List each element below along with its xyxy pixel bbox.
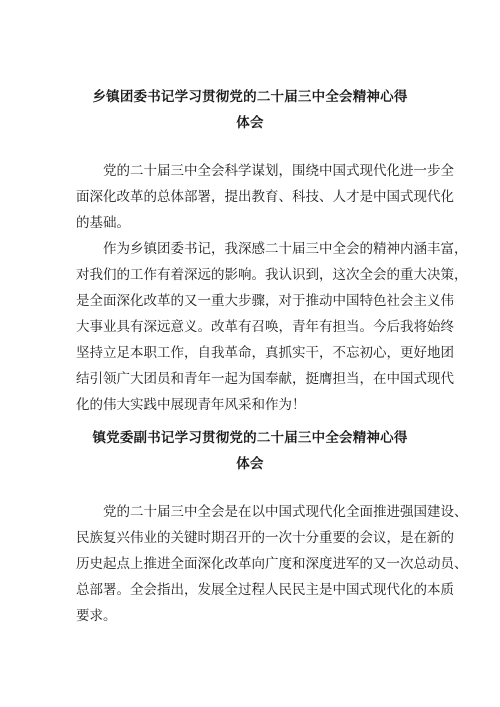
title-line: 镇党委副书记学习贯彻党的二十届三中全会精神心得	[92, 430, 408, 446]
section-title	[0, 84, 500, 136]
paragraph-line: 大事业具有深远意义。改革有召唤，青年有担当。今后我将始终	[76, 319, 454, 335]
title-line: 体会	[236, 115, 264, 131]
paragraph-line: 化的伟大实践中展现青年风采和作为！	[76, 397, 306, 413]
paragraph-line: 要求。	[76, 608, 117, 624]
paragraph-line: 对我们的工作有着深远的影响。我认识到，这次全会的重大决策，	[76, 267, 468, 283]
paragraph-line: 坚持立足本职工作，自我革命，真抓实干，不忘初心，更好地团	[76, 345, 454, 361]
paragraph-line: 结引领广大团员和青年一起为国奉献，挺膺担当，在中国式现代	[76, 371, 454, 387]
paragraph-line: 民族复兴伟业的关键时期召开的一次十分重要的会议，是在新的	[76, 530, 454, 546]
paragraph-line: 总部署。全会指出，发展全过程人民民主是中国式现代化的本质	[76, 582, 454, 598]
section-2	[0, 425, 500, 624]
paragraph-line: 党的二十届三中全会科学谋划，围绕中国式现代化进一步全	[103, 163, 454, 179]
section-body	[76, 158, 468, 418]
section-1	[0, 84, 500, 413]
paragraph-line: 作为乡镇团委书记，我深感二十届三中全会的精神内涵丰富，	[103, 241, 468, 257]
paragraph-line: 面深化改革的总体部署，提出教育、科技、人才是中国式现代化	[76, 189, 454, 205]
title-line: 体会	[236, 456, 264, 472]
paragraph-line: 是全面深化改革的又一重大步骤，对于推动中国特色社会主义伟	[76, 293, 454, 309]
section-title	[0, 425, 500, 477]
section-body	[76, 499, 468, 629]
paragraph-line: 的基础。	[76, 215, 130, 231]
paragraph-line: 党的二十届三中全会是在以中国式现代化全面推进强国建设、	[103, 504, 468, 520]
paragraph-line: 历史起点上推进全面深化改革向广度和深度进军的又一次总动员、	[76, 556, 468, 572]
title-line: 乡镇团委书记学习贯彻党的二十届三中全会精神心得	[92, 89, 408, 105]
